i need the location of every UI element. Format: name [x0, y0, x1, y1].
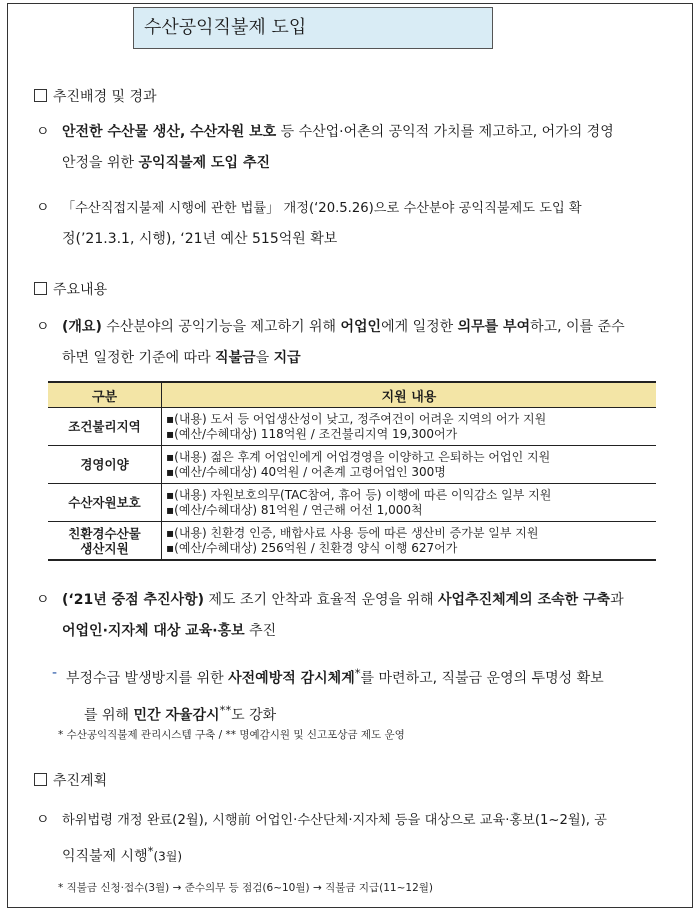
section-heading-main: [34, 279, 107, 299]
checkbox-square-icon: [34, 89, 47, 102]
dash-text: 부정수급 발생방지를 위한 사전예방적 감시체계*를 마련하고, 직불금 운영의 투명성 확보: [66, 666, 604, 687]
table-cell-category: 수산자원보호: [48, 484, 162, 522]
footnote-schedule: * 직불금 신청·접수(3월) → 준수의무 등 점검(6~10월) → 직불금 지급(11~12월): [58, 882, 433, 894]
table-cell-category: 조건불리지역: [48, 408, 162, 446]
checkbox-square-icon: [34, 282, 47, 295]
table-row: [48, 522, 656, 561]
table-cell-content: ▪(내용) 젊은 후계 어업인에게 어업경영을 이양하고 은퇴하는 어업인 지원 ▪(예산/수혜대상) 40억원 / 어촌계 고령어업인 300명: [162, 446, 657, 484]
bullet-text-line2: 하면 일정한 기준에 따라 직불금을 지급: [62, 350, 301, 366]
bullet-overview: [36, 312, 666, 374]
checkbox-square-icon: [34, 773, 47, 786]
bullet-text-line2: 안정을 위한 공익직불제 도입 추진: [62, 155, 270, 171]
bullet-text: (‘21년 중점 추진사항) 제도 조기 안착과 효율적 운영을 위해 사업추진체계의 조속한 구축과: [62, 592, 624, 608]
bullet-marker: ㅇ: [36, 319, 50, 335]
dash-marker: -: [52, 665, 58, 681]
table-cell-content: ▪(내용) 친환경 인증, 배합사료 사용 등에 따른 생산비 증가분 일부 지원 ▪(예산/수혜대상) 256억원 / 친환경 양식 이행 627어가: [162, 522, 657, 561]
support-table: [48, 381, 656, 561]
table-header-category: 구분: [48, 382, 162, 408]
table-row: [48, 446, 656, 484]
table-cell-content: ▪(내용) 도서 등 어업생산성이 낮고, 정주여건이 어려운 지역의 어가 지원 ▪(예산/수혜대상) 118억원 / 조건불리지역 19,300어가: [162, 408, 657, 446]
dash-text-line2: 를 위해 민간 자율감시**도 강화: [84, 702, 277, 724]
bullet-marker: ㅇ: [36, 592, 50, 608]
bullet-text: 「수산직접지불제 시행에 관한 법률」 개정(‘20.5.26)으로 수산분야 공익직불제도 도입 확: [62, 201, 582, 216]
table-row: [48, 408, 656, 446]
table-header-row: [48, 382, 656, 408]
table-cell-category: 친환경수산물 생산지원: [48, 522, 162, 561]
section-heading-background: [34, 86, 157, 106]
bullet-text: 안전한 수산물 생산, 수산자원 보호 등 수산업·어촌의 공익적 가치를 제고하고, 어가의 경영: [62, 124, 614, 140]
section-heading-label: 주요내용: [53, 282, 108, 298]
bullet-text: (개요) 수산분야의 공익기능을 제고하기 위해 어업인에게 일정한 의무를 부여하고, 이를 준수: [62, 319, 625, 335]
bullet-text-line2: 정(’21.3.1, 시행), ‘21년 예산 515억원 확보: [62, 231, 338, 247]
bullet-marker: ㅇ: [36, 812, 50, 828]
dash-item-monitoring: [52, 658, 672, 731]
table-header-content: 지원 내용: [162, 382, 657, 408]
section-heading-plan: [34, 770, 107, 790]
bullet-marker: ㅇ: [36, 124, 50, 140]
section-heading-label: 추진계획: [53, 773, 108, 789]
table-cell-content: ▪(내용) 자원보호의무(TAC참여, 휴어 등) 이행에 따른 이익감소 일부 지원 ▪(예산/수혜대상) 81억원 / 연근해 어선 1,000척: [162, 484, 657, 522]
section-heading-label: 추진배경 및 경과: [53, 89, 157, 105]
bullet-text-line2: 어업인·지자체 대상 교육·홍보 추진: [62, 623, 277, 639]
bullet-text-line2: 익직불제 시행*(3월): [62, 844, 183, 865]
bullet-background-1: [36, 117, 666, 179]
bullet-background-2: [36, 193, 666, 255]
table-row: [48, 484, 656, 522]
bullet-text: 하위법령 개정 완료(2월), 시행前 어업인·수산단체·지자체 등을 대상으로 교육·홍보(1~2월), 공: [62, 813, 607, 828]
bullet-plan: [36, 805, 666, 873]
page-title: 수산공익직불제 도입: [133, 7, 493, 49]
footnote-monitoring: * 수산공익직불제 관리시스템 구축 / ** 명예감시원 및 신고포상금 제도 운영: [58, 729, 405, 741]
bullet-priorities: [36, 585, 666, 647]
bullet-marker: ㅇ: [36, 200, 50, 216]
table-cell-category: 경영이양: [48, 446, 162, 484]
